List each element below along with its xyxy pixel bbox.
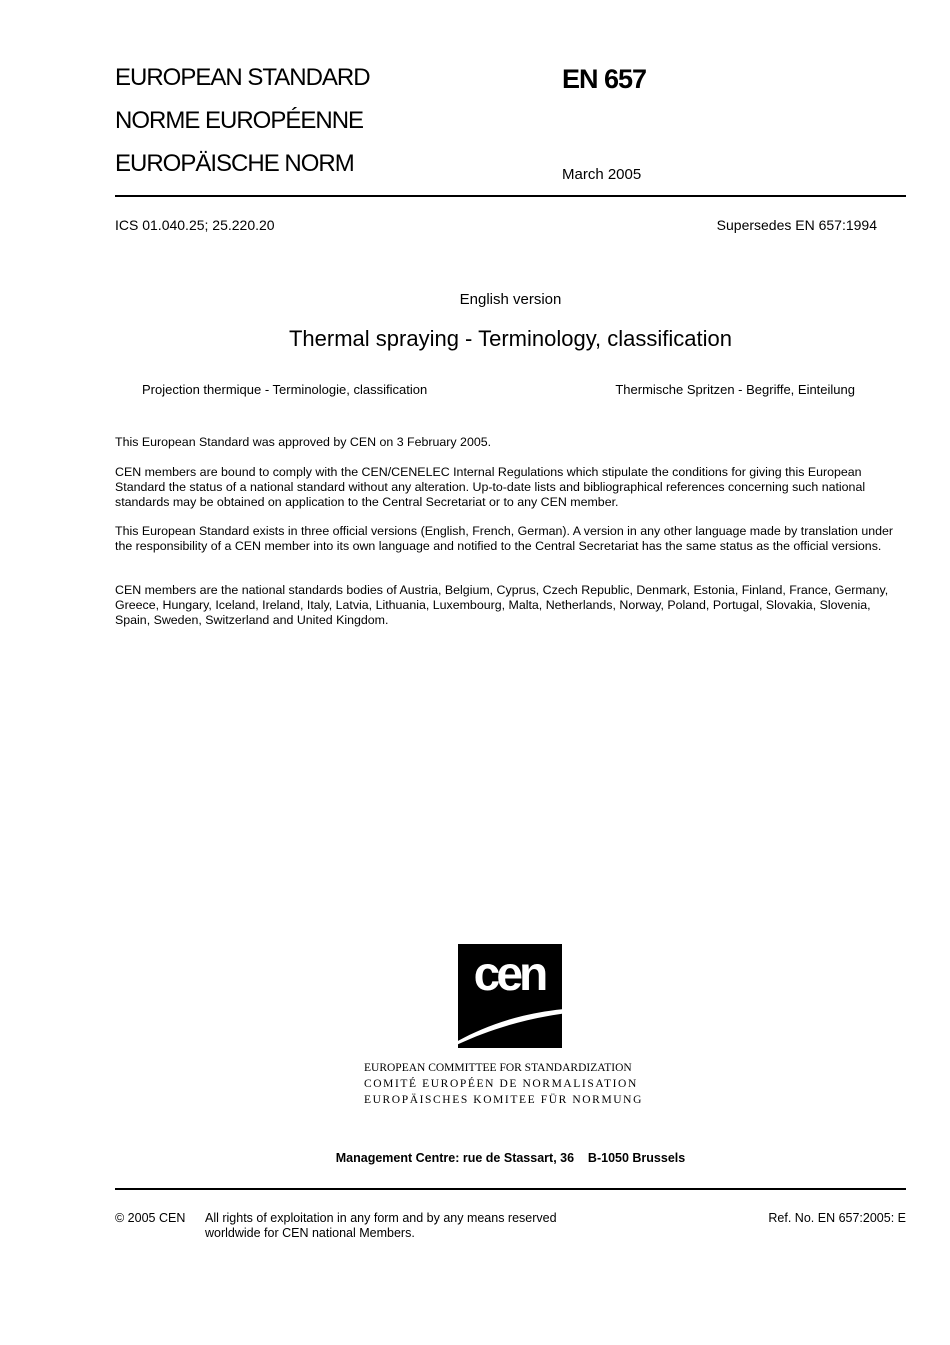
approval-paragraph: This European Standard was approved by CEN on 3 February 2005. [115,435,492,449]
cen-name-german: EUROPÄISCHES KOMITEE FÜR NORMUNG [364,1094,643,1106]
versions-paragraph: This European Standard exists in three official versions (English, French, German). A version in any other language made by translation under the responsibility of a CEN member into its own language and notified to the Central Secretariat has the same status as the official versions. [115,524,894,553]
german-title: Thermische Spritzen - Begriffe, Einteilung [615,382,855,397]
header-title-english: EUROPEAN STANDARD [115,64,370,91]
french-title: Projection thermique - Terminologie, classification [142,382,428,397]
publication-date: March 2005 [562,166,642,183]
rights-line: All rights of exploitation in any form and by any means reserved [205,1211,557,1225]
ics-code: ICS 01.040.25; 25.220.20 [115,217,275,233]
reference-number: Ref. No. EN 657:2005: E [768,1211,906,1225]
management-centre-address: Management Centre: rue de Stassart, 36 B-1050 Brussels [335,1151,686,1165]
rights-line: worldwide for CEN national Members. [205,1226,415,1240]
footer-divider [115,1188,906,1190]
cen-name-french: COMITÉ EUROPÉEN DE NORMALISATION [364,1078,638,1090]
document-title: Thermal spraying - Terminology, classification [288,326,733,351]
standard-number: EN 657 [562,64,647,94]
copyright-notice: © 2005 CEN [115,1211,186,1225]
cen-logo-icon [458,944,562,1048]
header-divider [115,195,906,197]
header-title-french: NORME EUROPÉENNE [115,107,364,134]
rights-statement [205,1211,557,1241]
cen-name-english: EUROPEAN COMMITTEE FOR STANDARDIZATION [364,1062,632,1074]
regulations-paragraph: CEN members are bound to comply with the CEN/CENELEC Internal Regulations which stipulate the conditions for giving this European Standard the status of a national standard without any alteration. Up-to-date lists and bibliographical references concerning such national standards may be obtained on application to the Central Secretariat or to any CEN member. [115,465,866,509]
members-paragraph: CEN members are the national standards bodies of Austria, Belgium, Cyprus, Czech Republic, Denmark, Estonia, Finland, France, Germany, Greece, Hungary, Iceland, Ireland, Italy, Latvia, Lithuania, Luxembourg, Malta, Netherlands, Norway, Poland, Portugal, Slovakia, Slovenia, Spain, Sweden, Switzerland and United Kingdom. [115,583,889,627]
header-title-german: EUROPÄISCHE NORM [115,150,354,177]
supersedes-note: Supersedes EN 657:1994 [716,217,877,233]
svg-text:cen: cen [473,948,545,1001]
version-label: English version [459,291,562,308]
